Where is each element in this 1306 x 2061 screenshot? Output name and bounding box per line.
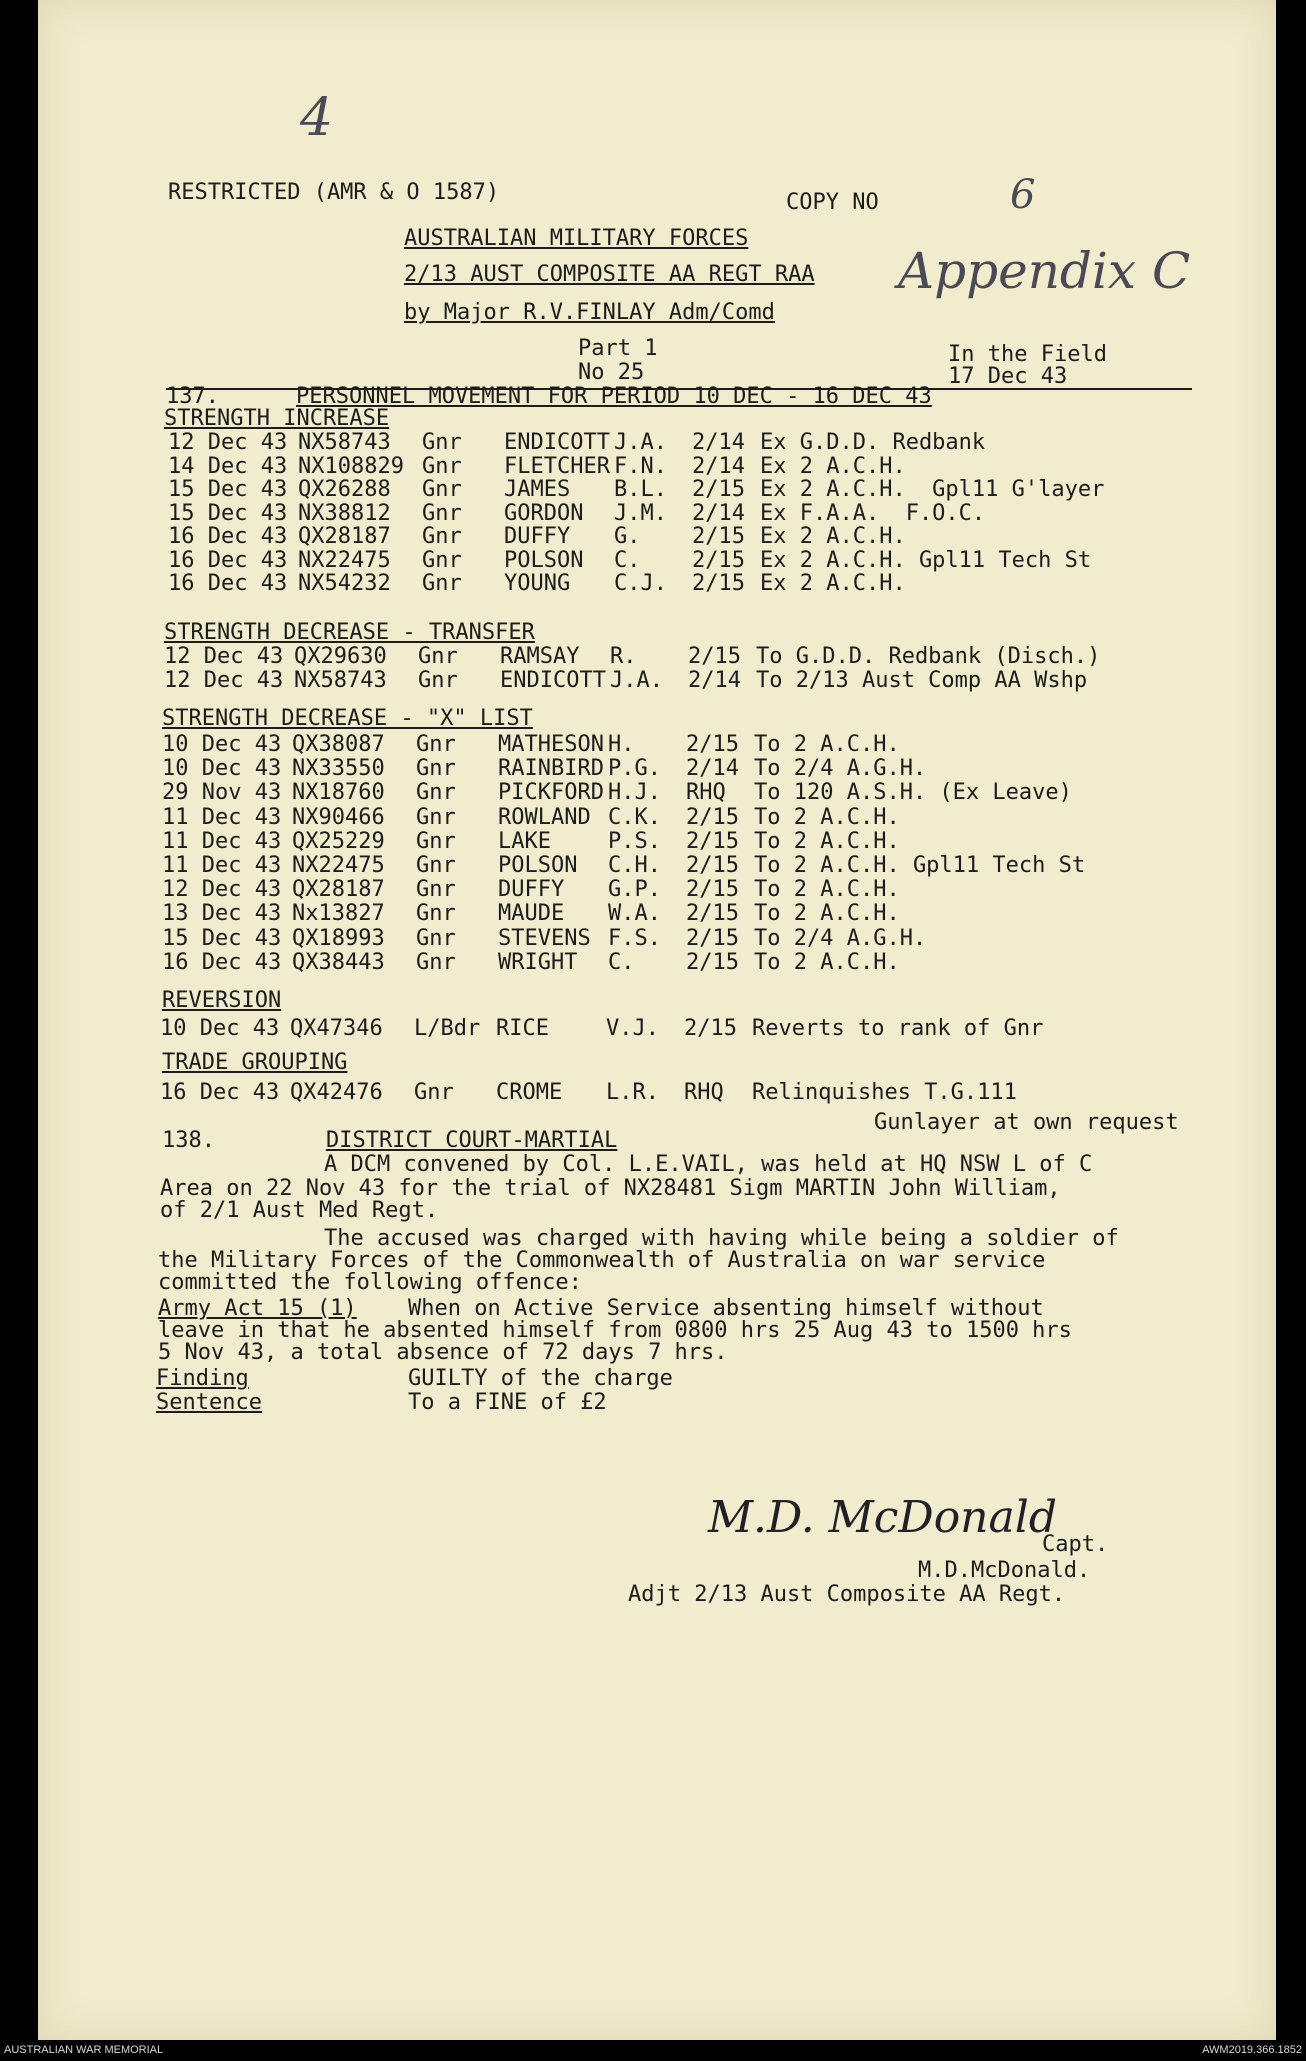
cell-unit: 2/14	[692, 500, 745, 526]
cell-rank: Gnr	[416, 828, 456, 854]
cell-name: GORDON	[504, 500, 584, 526]
cell-init: B.L.	[614, 477, 667, 502]
cell-unit: 2/15	[686, 925, 739, 951]
cell-no: NX22475	[298, 547, 391, 573]
cell-unit: 2/15	[686, 949, 739, 975]
cell-unit: 2/15	[686, 853, 739, 878]
cell-unit: RHQ	[686, 780, 726, 806]
cell-date: 16 Dec 43	[168, 524, 288, 549]
cell-name: FLETCHER	[504, 453, 610, 479]
cell-unit: RHQ	[684, 1080, 724, 1105]
cell-remark: To 120 A.S.H. (Ex Leave)	[754, 780, 1072, 806]
cell-rank: Gnr	[416, 804, 456, 830]
cell-date: 11 Dec 43	[162, 853, 282, 878]
army-act-line1: When on Active Service absenting himself without	[408, 1296, 1044, 1321]
sentence-value: To a FINE of £2	[408, 1390, 607, 1415]
cell-remark: To 2 A.C.H. Gpl11 Tech St	[754, 853, 1086, 878]
cell-init: V.J.	[606, 1016, 659, 1041]
org-title-line1: AUSTRALIAN MILITARY FORCES	[404, 226, 749, 251]
cell-rank: Gnr	[414, 1080, 454, 1105]
table-row	[162, 879, 982, 903]
cell-date: 13 Dec 43	[162, 901, 282, 927]
cell-name: ROWLAND	[498, 804, 591, 830]
cell-name: YOUNG	[504, 571, 571, 596]
signatory-rank: Capt.	[1042, 1532, 1109, 1557]
cell-name: JAMES	[504, 477, 571, 502]
cell-name: LAKE	[498, 828, 551, 854]
cell-init: F.S.	[608, 925, 661, 951]
footer-institution: AUSTRALIAN WAR MEMORIAL	[4, 2044, 164, 2056]
section-137-number: 137.	[166, 384, 219, 409]
cell-name: RICE	[496, 1016, 549, 1041]
reversion-heading: REVERSION	[162, 988, 282, 1013]
cell-date: 12 Dec 43	[164, 668, 284, 693]
cell-init: G.	[614, 524, 641, 549]
cell-no: NX58743	[294, 668, 387, 693]
cell-no: QX25229	[292, 828, 385, 854]
section-137-title: PERSONNEL MOVEMENT FOR PERIOD 10 DEC - 16 DEC 43	[296, 384, 932, 409]
cell-unit: 2/15	[684, 1016, 737, 1041]
table-row	[168, 547, 1092, 574]
cell-rank: Gnr	[422, 453, 462, 479]
cell-name: WRIGHT	[498, 949, 578, 975]
cell-unit: 2/15	[686, 877, 739, 903]
cell-remark: To 2/4 A.G.H.	[754, 925, 927, 951]
cell-no: QX28187	[298, 524, 391, 549]
cell-remark: Ex F.A.A. F.O.C.	[760, 500, 986, 526]
cell-unit: 2/14	[686, 756, 739, 782]
cell-init: C.H.	[608, 853, 661, 878]
cell-remark: To 2 A.C.H.	[754, 877, 900, 903]
cell-date: 12 Dec 43	[164, 644, 284, 669]
section-138-title: DISTRICT COURT-MARTIAL	[326, 1128, 618, 1153]
dcm-para1-line2: Area on 22 Nov 43 for the trial of NX28481 Sigm MARTIN John William,	[160, 1176, 1061, 1201]
cell-rank: Gnr	[416, 732, 456, 757]
cell-init: P.G.	[608, 756, 661, 782]
cell-rank: Gnr	[422, 477, 462, 502]
x-list-heading: STRENGTH DECREASE - "X" LIST	[162, 706, 533, 731]
cell-date: 15 Dec 43	[168, 477, 288, 502]
cell-name: DUFFY	[504, 524, 571, 549]
cell-remark: Ex 2 A.C.H.	[760, 571, 906, 596]
cell-unit: 2/15	[686, 732, 739, 757]
finding-label: Finding	[156, 1366, 249, 1391]
cell-unit: 2/15	[692, 524, 745, 549]
dcm-para2-line1: The accused was charged with having while being a soldier of	[324, 1226, 1119, 1251]
cell-init: G.P.	[608, 877, 661, 903]
table-row	[168, 573, 988, 597]
cell-no: NX90466	[292, 804, 385, 830]
cell-no: QX38087	[292, 732, 385, 757]
cell-no: NX18760	[292, 780, 385, 806]
table-row	[162, 758, 982, 782]
cell-unit: 2/15	[692, 477, 745, 502]
cell-init: P.S.	[608, 828, 661, 854]
cell-remark: To 2 A.C.H.	[754, 732, 900, 757]
transfer-heading: STRENGTH DECREASE - TRANSFER	[164, 620, 535, 645]
strength-increase-heading: STRENGTH INCREASE	[164, 406, 390, 431]
cell-no: NX54232	[298, 571, 391, 596]
appendix-handwritten: Appendix C	[898, 242, 1191, 300]
table-row	[162, 853, 1086, 879]
cell-date: 29 Nov 43	[162, 780, 282, 806]
cell-remark: Ex G.D.D. Redbank	[760, 430, 986, 455]
cell-no: NX58743	[298, 430, 391, 455]
cell-remark: To 2/13 Aust Comp AA Wshp	[756, 668, 1088, 693]
cell-init: C.K.	[608, 804, 661, 830]
cell-name: CROME	[496, 1080, 563, 1105]
cell-name: STEVENS	[498, 925, 591, 951]
table-row	[162, 734, 982, 758]
cell-rank: Gnr	[416, 925, 456, 951]
cell-date: 14 Dec 43	[168, 453, 288, 479]
handwritten-signature: M.D. McDonald	[708, 1492, 1057, 1543]
table-row	[168, 432, 988, 456]
cell-unit: 2/15	[692, 547, 745, 573]
table-row	[162, 804, 982, 831]
location: In the Field	[948, 342, 1107, 367]
cell-date: 16 Dec 43	[160, 1080, 280, 1105]
cell-rank: Gnr	[416, 756, 456, 782]
cell-name: ENDICOTT	[504, 430, 610, 455]
cell-rank: Gnr	[422, 547, 462, 573]
part-label: Part 1	[578, 336, 658, 361]
cell-no: NX108829	[298, 453, 404, 479]
cell-remark: Ex 2 A.C.H. Gpl11 Tech St	[760, 547, 1092, 573]
cell-remark: To G.D.D. Redbank (Disch.)	[756, 644, 1101, 669]
cell-rank: Gnr	[422, 524, 462, 549]
org-title-line2: 2/13 AUST COMPOSITE AA REGT RAA	[404, 262, 815, 287]
cell-name: POLSON	[498, 853, 578, 878]
cell-unit: 2/15	[688, 644, 741, 669]
cell-rank: Gnr	[416, 949, 456, 975]
army-act-line3: 5 Nov 43, a total absence of 72 days 7 hrs.	[158, 1340, 728, 1365]
org-title-line3: by Major R.V.FINLAY Adm/Comd	[404, 300, 775, 325]
copy-no-handwritten: 6	[1010, 172, 1036, 218]
cell-name: POLSON	[504, 547, 584, 573]
cell-init: J.A.	[610, 668, 663, 693]
cell-name: MATHESON	[498, 732, 604, 757]
table-row	[168, 500, 988, 527]
army-act-label: Army Act 15 (1)	[158, 1296, 357, 1321]
cell-no: QX28187	[292, 877, 385, 903]
cell-unit: 2/15	[692, 571, 745, 596]
cell-init: H.	[608, 732, 635, 757]
table-row	[162, 925, 982, 952]
cell-init: C.	[614, 547, 641, 573]
cell-remark: To 2 A.C.H.	[754, 828, 900, 854]
cell-remark: Ex 2 A.C.H. Gpl11 G'layer	[760, 477, 1105, 502]
cell-no: QX47346	[290, 1016, 383, 1041]
table-row	[164, 668, 1088, 694]
cell-remark: Relinquishes T.G.111	[752, 1080, 1017, 1105]
cell-init: J.A.	[614, 430, 667, 455]
handwritten-page-mark: 4	[300, 88, 334, 148]
cell-init: C.	[608, 949, 635, 975]
cell-date: 15 Dec 43	[168, 500, 288, 526]
cell-name: DUFFY	[498, 877, 565, 903]
cell-no: QX26288	[298, 477, 391, 502]
cell-date: 11 Dec 43	[162, 804, 282, 830]
table-row	[162, 828, 982, 855]
table-row	[162, 903, 982, 927]
cell-unit: 2/14	[688, 668, 741, 693]
document-page	[38, 0, 1276, 2040]
cell-remark: To 2 A.C.H.	[754, 949, 900, 975]
cell-unit: 2/15	[686, 828, 739, 854]
cell-name: MAUDE	[498, 901, 565, 927]
cell-date: 12 Dec 43	[168, 430, 288, 455]
cell-remark: Reverts to rank of Gnr	[752, 1016, 1044, 1041]
cell-init: R.	[610, 644, 637, 669]
table-row	[168, 477, 1105, 503]
cell-init: F.N.	[614, 453, 667, 479]
cell-date: 10 Dec 43	[160, 1016, 280, 1041]
cell-date: 11 Dec 43	[162, 828, 282, 854]
cell-rank: Gnr	[416, 901, 456, 927]
cell-name: ENDICOTT	[500, 668, 606, 693]
cell-init: C.J.	[614, 571, 667, 596]
cell-date: 12 Dec 43	[162, 877, 282, 903]
cell-no: QX29630	[294, 644, 387, 669]
cell-date: 10 Dec 43	[162, 756, 282, 782]
order-date: 17 Dec 43	[948, 364, 1068, 389]
table-row	[160, 1080, 1017, 1106]
cell-name: RAMSAY	[500, 644, 580, 669]
cell-rank: Gnr	[416, 853, 456, 878]
cell-no: Nx13827	[292, 901, 385, 927]
cell-date: 10 Dec 43	[162, 732, 282, 757]
cell-unit: 2/15	[686, 901, 739, 927]
footer-accession-number: AWM2019.366.1852	[1202, 2044, 1302, 2056]
army-act-line2: leave in that he absented himself from 0800 hrs 25 Aug 43 to 1500 hrs	[158, 1318, 1072, 1343]
cell-no: QX42476	[290, 1080, 383, 1105]
order-number: No 25	[578, 360, 645, 385]
cell-rank: Gnr	[418, 644, 458, 669]
cell-no: QX38443	[292, 949, 385, 975]
cell-name: PICKFORD	[498, 780, 604, 806]
cell-name: RAINBIRD	[498, 756, 604, 782]
section-138-number: 138.	[162, 1128, 215, 1153]
copy-no-label: COPY NO	[786, 190, 879, 215]
cell-remark: Ex 2 A.C.H.	[760, 453, 906, 479]
finding-value: GUILTY of the charge	[408, 1366, 673, 1391]
cell-date: 16 Dec 43	[168, 571, 288, 596]
cell-date: 16 Dec 43	[162, 949, 282, 975]
cell-rank: Gnr	[416, 877, 456, 903]
cell-remark: To 2/4 A.G.H.	[754, 756, 927, 782]
cell-no: NX22475	[292, 853, 385, 878]
cell-rank: Gnr	[416, 780, 456, 806]
cell-remark: To 2 A.C.H.	[754, 901, 900, 927]
cell-remark: To 2 A.C.H.	[754, 804, 900, 830]
cell-init: L.R.	[606, 1080, 659, 1105]
cell-rank: L/Bdr	[414, 1016, 481, 1041]
table-row	[160, 1016, 1044, 1042]
dcm-para1-line1: A DCM convened by Col. L.E.VAIL, was held at HQ NSW L of C	[324, 1152, 1093, 1177]
cell-init: H.J.	[608, 780, 661, 806]
trade-remark-continued: Gunlayer at own request	[874, 1110, 1179, 1135]
trade-grouping-heading: TRADE GROUPING	[162, 1050, 348, 1075]
cell-unit: 2/15	[686, 804, 739, 830]
cell-rank: Gnr	[422, 500, 462, 526]
cell-rank: Gnr	[422, 571, 462, 596]
cell-init: J.M.	[614, 500, 667, 526]
table-row	[162, 949, 982, 976]
cell-remark: Ex 2 A.C.H.	[760, 524, 906, 549]
cell-date: 16 Dec 43	[168, 547, 288, 573]
archive-footer	[0, 2042, 1306, 2061]
signatory-name: M.D.McDonald.	[918, 1558, 1091, 1583]
table-row	[168, 453, 988, 480]
restricted-marking: RESTRICTED (AMR & O 1587)	[168, 180, 500, 205]
cell-no: NX38812	[298, 500, 391, 526]
table-row	[168, 526, 988, 550]
cell-no: NX33550	[292, 756, 385, 782]
cell-no: QX18993	[292, 925, 385, 951]
cell-rank: Gnr	[418, 668, 458, 693]
sentence-label: Sentence	[156, 1390, 262, 1415]
dcm-para2-line3: committed the following offence:	[158, 1270, 582, 1295]
table-row	[162, 780, 1072, 806]
signatory-appointment: Adjt 2/13 Aust Composite AA Regt.	[628, 1582, 1066, 1607]
cell-init: W.A.	[608, 901, 661, 927]
dcm-para2-line2: the Military Forces of the Commonwealth of Australia on war service	[158, 1248, 1046, 1273]
cell-rank: Gnr	[422, 430, 462, 455]
cell-unit: 2/14	[692, 453, 745, 479]
dcm-para1-line3: of 2/1 Aust Med Regt.	[160, 1198, 439, 1223]
cell-unit: 2/14	[692, 430, 745, 455]
cell-date: 15 Dec 43	[162, 925, 282, 951]
table-row	[164, 644, 1101, 670]
